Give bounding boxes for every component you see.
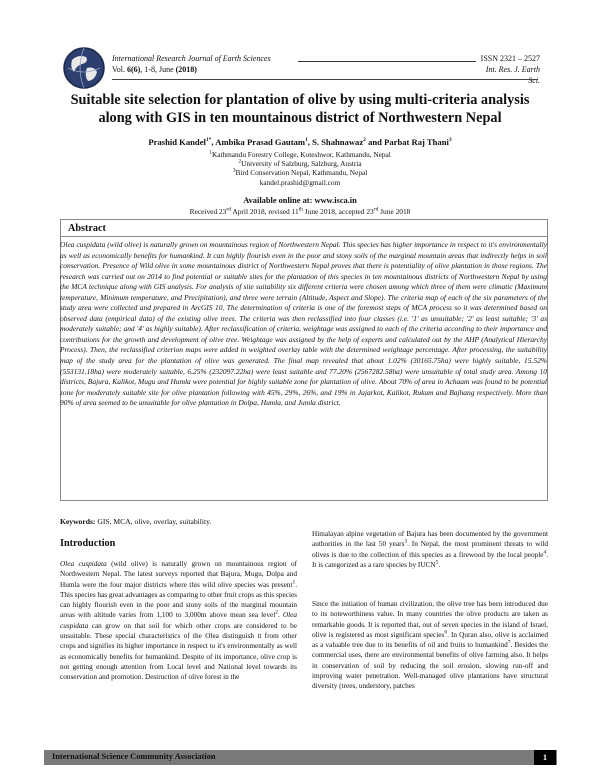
aff-2-text: University of Salzburg, Salzburg, Austria: [241, 159, 362, 169]
author-and: and: [365, 137, 385, 147]
author-1-sup: 1*: [205, 137, 212, 144]
intro-left-column: [60, 559, 297, 682]
volume-line: [112, 64, 271, 75]
right-text-7: . Besides the commercial uses, there are environmental benefits of olive farming also. It helps in conservation of soil by reducing the soil erosion, slowing run-off and improving water penetration. Well-managed olive plantations have structural diversity (trees, understory, patches: [312, 641, 548, 691]
keywords: [60, 517, 211, 526]
journal-issn-block: [480, 53, 540, 86]
aff-3-sup: 3: [232, 167, 236, 174]
header-underline: [298, 61, 476, 62]
volume-number: 6(6): [126, 65, 141, 74]
author-3: S. Shahnawaz: [312, 137, 364, 147]
aff-3-text: Bird Conservation Nepal, Kathmandu, Nepal: [235, 168, 368, 178]
ref-2: 2: [275, 610, 278, 616]
aff-2-sup: 2: [238, 158, 242, 165]
abstract-divider: [60, 236, 547, 237]
species-name-2: Olea cuspidata: [60, 611, 298, 630]
revised-sup: th: [298, 206, 303, 213]
volume-prefix: Vol.: [112, 65, 127, 74]
accepted-sup: rd: [373, 206, 379, 213]
intro-right-para-2: [312, 599, 548, 692]
accepted-date: June 2018, accepted 23: [302, 207, 374, 216]
received-dates: [40, 207, 560, 216]
author-1: Prashid Kandel: [148, 137, 206, 147]
received-date: Received 23: [189, 207, 227, 216]
intro-text-4: can grow on that soil for which other crops are considered to be unsuitable. These special characteristics of the Olea distinguish it from other crops and signifies its higher importance in respect to it's environmentally as well as economically benefits for humankind. Despite of its importance, olive crop is not getting enough attention from Local level and National level towards its conservation and promotion. Destruction of olive forest in the: [60, 621, 297, 682]
affiliation-3: [40, 168, 560, 177]
ref-1: 1: [292, 579, 296, 586]
right-text-1: Himalayan alpine vegetation of Bajura has been documented by the government authorities in the last 50 years: [312, 530, 548, 549]
page-number: 1: [534, 750, 556, 765]
accepted-month: June 2018: [378, 207, 411, 216]
corresponding-email[interactable]: kandel.prashid@gmail.com: [259, 177, 341, 187]
aff-1-text: Kathmandu Forestry College, Koteshwor, Kathmandu, Nepal: [211, 150, 391, 159]
journal-abbrev: Int. Res. J. Earth Sci.: [485, 65, 540, 85]
author-3-sup: 2: [363, 137, 366, 144]
availability-link[interactable]: Available online at: www.isca.in: [243, 196, 357, 205]
intro-text-3: .: [278, 611, 283, 620]
intro-text-1: (wild olive) is naturally grown on mountainous region of Northwestern Nepal. The latest surveys reported that Bajura, Mugu, Dolpa and Humla were the four major districts where this wild olive species was present: [60, 560, 297, 589]
affiliations: [40, 150, 560, 187]
ref-7: 7: [507, 639, 511, 646]
ref-4: 4: [543, 549, 547, 556]
species-name-1: Olea cuspidata: [60, 560, 107, 568]
author-4-sup: 3: [448, 137, 452, 144]
author-4: Parbat Raj Thani: [384, 137, 449, 147]
author-2-sup: 1: [305, 137, 308, 144]
intro-right-para-1: [312, 529, 548, 570]
right-text-2: . In Nepal, the most prominent threats to wild olives is due to the collection of this species as a firewood by the local people: [312, 540, 548, 559]
introduction-heading: Introduction: [60, 538, 116, 549]
author-2: Ambika Prasad Gautam: [215, 137, 306, 147]
abstract-text: Olea cuspidata (wild olive) is naturally grown on mountainous region of Northwestern Nepal. This species has higher importance in respect to it's environmentally as well as economically benefits for humankind. It can highly flourish even in the poor and stony soils of the marginal mountain areas that indirectly helps in soil conservation. Presence of Wild olive in some mountainous district of Northwestern Nepal proves that there is potentiality of olive plantation in those regions. The research was carried out on 2014 to find potential or suitable sites for the plantation of this species in ten mountainous districts of Northwestern Nepal by using the MCA technique along with GIS analysis. For analysis of site suitability six different criteria were chosen among which three of them were climatic (Maximum temperature, Minimum temperature, and Precipitation), and three were terrain (Altitude, Aspect and Slope). The criteria map of each of the six parameters of the study area were collected and prepared in ArcGIS 10. The determination of criteria is one of the foremost steps of MCA process so it was determined based on observed data (empirical data) of the existing olive trees. The criteria was then reclassified into four classes (i.e. '1' as unsuitable; '2' as least suitable; '3' as moderately suitable; and '4' as highly suitable). After reclassification of criteria, weightage was assigned to each of the criteria according to their importance and contributions for the growth and development of olive tree. Weightage was assigned by the help of experts and calculated out by the AHP (Analytical Hierarchy Process). Then, the reclassified criterion maps were added in weighted overlay table with the determined weightage percentage. After processing, the suitability map of the study area for the plantation of olive was generated. The final map revealed that about 1.02% (30165.75ha) were highly suitable, 15.52% (553131.18ha) were moderately suitable, 6.25% (232097.22ha) were least suitable and 77.20% (2567282.58ha) were unsuitable of total study area. Among 10 districts, Bajura, Kalikot, Mugu and Humla were potential for highly suitable zone for plantation of olive. About 70% of area in Achaam was found to be potential zone for moderately suitable site for olive plantation following with 45%, 29%, 26%, and 19% in Jajarkot, Kalikot, Rukum and Bajhang respectively. More than 90% of area seemed to be unsuitable for olive plantation in Dolpa, Humla, and Jumla district.: [60, 240, 547, 408]
volume-year: (2018): [175, 65, 197, 74]
journal-header: [112, 53, 271, 75]
author-sep-1: ,: [211, 137, 216, 147]
right-text-6: . In Quran also, olive is acclaimed as a valuable tree due to its benefits of oil and fruits to humankind: [312, 630, 548, 650]
ref-3: 3: [404, 538, 408, 545]
received-sup: rd: [226, 206, 231, 213]
aff-1-sup: 1: [209, 149, 212, 156]
keywords-text: GIS, MCA, olive, overlay, suitability.: [95, 517, 212, 526]
ref-6: 6: [444, 629, 448, 636]
footer-association: International Science Community Association: [52, 752, 216, 761]
right-text-4: .: [438, 560, 441, 569]
revised-date: April 2018, revised 11: [230, 207, 299, 216]
volume-pages: , 1-8, June: [140, 65, 176, 74]
affiliation-1: [40, 150, 560, 159]
right-text-5: Since the initiation of human civilization, the olive tree has been introduced due to its noteworthiness value. In many countries the olive products are taken as remarkable goods. It is reported that, out of seven species in the island of Israel, olive is registered as most significant species: [312, 600, 548, 639]
header-rule: [112, 79, 538, 80]
title-line-1: Suitable site selection for plantation of olive by using multi-criteria analysis: [70, 92, 530, 108]
abstract-heading: Abstract: [68, 223, 106, 234]
journal-globe-logo: [62, 46, 106, 90]
journal-name: International Research Journal of Earth Sciences: [112, 54, 271, 63]
author-sep-2: ,: [307, 137, 313, 147]
right-text-3: . It is categorized as a rare species by IUCN: [312, 550, 548, 569]
keywords-label: Keywords:: [60, 517, 96, 526]
ref-5: 5: [435, 559, 439, 566]
author-list: [40, 137, 560, 147]
title-line-2: along with GIS in ten mountainous district of Northwestern Nepal: [98, 110, 502, 126]
paper-title: [40, 91, 560, 127]
issn: ISSN 2321 – 2527: [480, 54, 540, 63]
intro-text-2: . This species has great advantages as comparing to other fruit crops as this species can highly flourish even in the poor and stony soils of the marginal mountain areas with altitude varies from 1,100 to 3,000m above mean sea level: [60, 580, 297, 620]
